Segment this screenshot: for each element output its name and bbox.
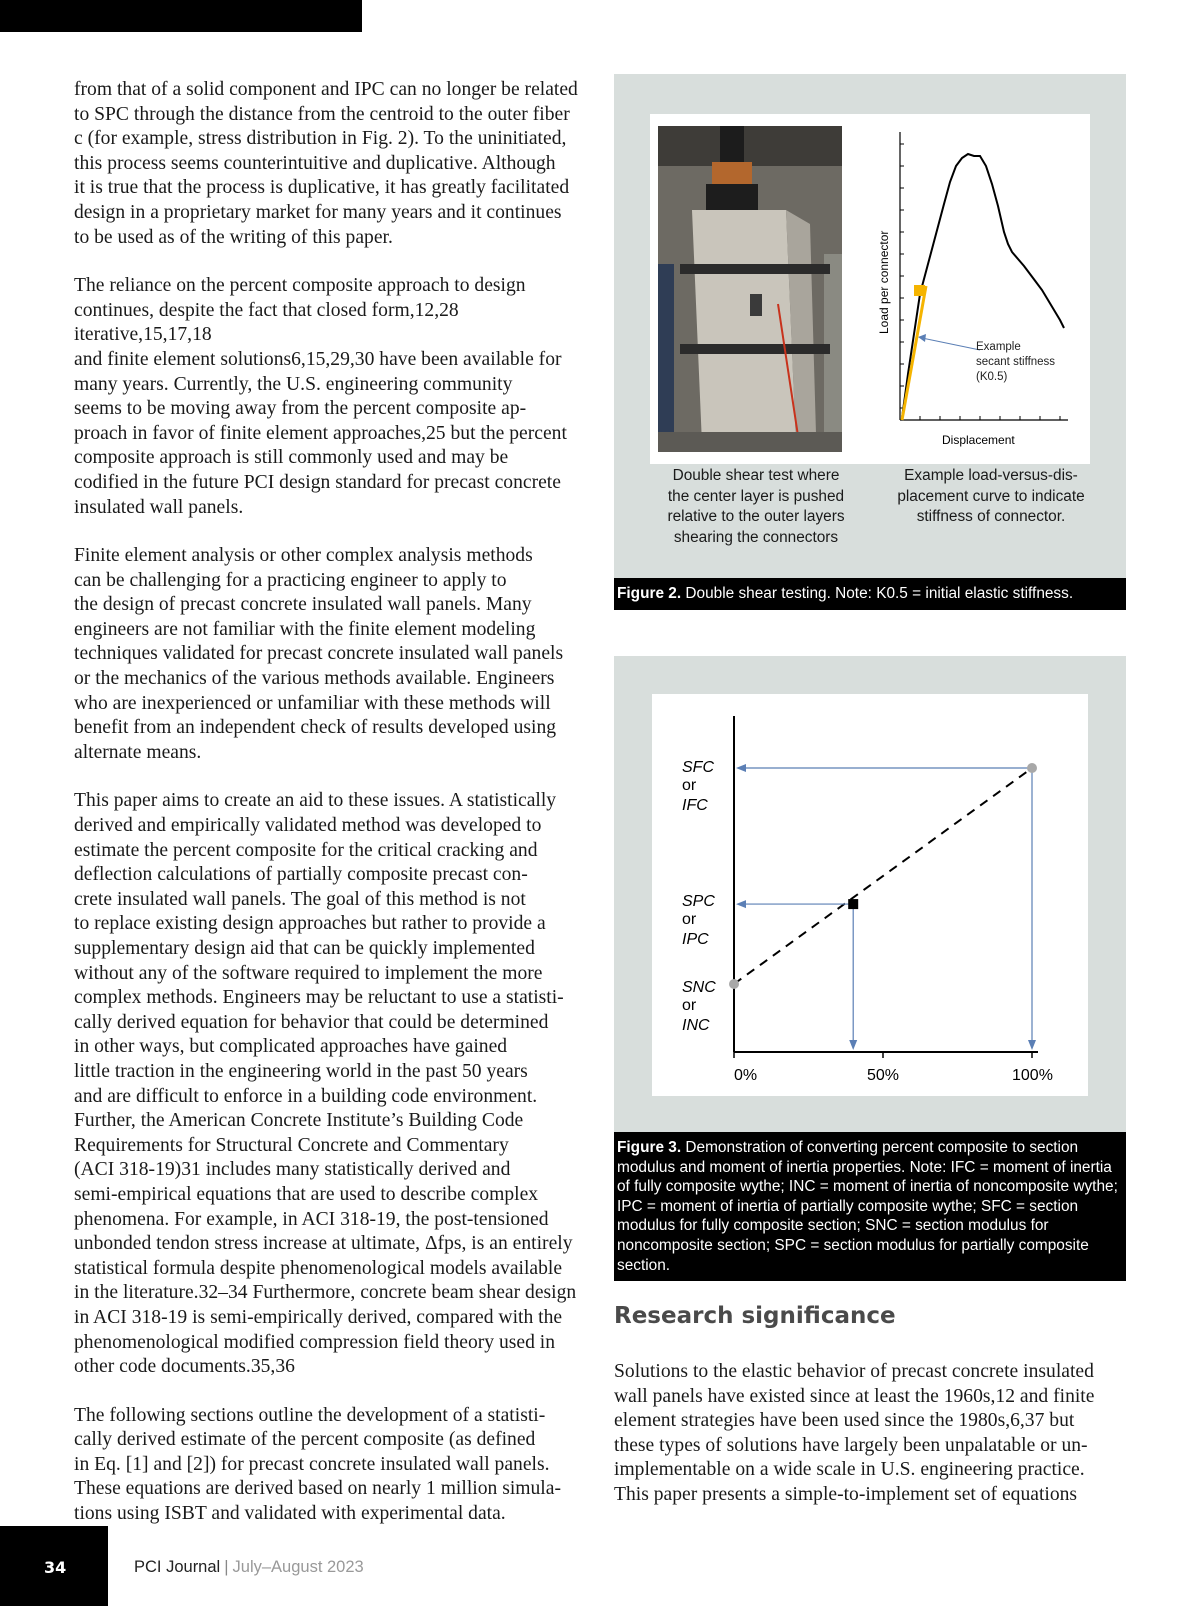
paragraph-5: The following sections outline the development of a statisti- cally derived estimate of the percent composite (as defined in Eq. [1] and [2]) for precast concrete insulated wall panels. These equations are derived based on nearly 1 million simula- tions using ISBT and validated with experimental data.	[74, 1404, 561, 1525]
label-pc-line-2: or	[682, 911, 697, 928]
label-pc-line-1: SPC	[682, 893, 715, 910]
secant-marker	[914, 285, 925, 296]
label-nc	[682, 979, 716, 1034]
annotation-line-2: secant stiffness	[976, 356, 1056, 368]
figure-2-caption-text: Double shear testing. Note: K0.5 = initial elastic stiffness.	[681, 585, 1074, 602]
paragraph-1: from that of a solid component and IPC can no longer be related to SPC through the distance from the centroid to the outer fiber c (for example, stress distribution in Fig. 2). To the uninitiated, this process seems counterintuitive and duplicative. Although it is true that the process is duplicative, it has greatly facilitated design in a proprietary market for many years and it continues to be used as of the writing of this paper.	[74, 79, 578, 248]
data-point-2	[1027, 763, 1037, 773]
figure-3-caption-text: Demonstration of converting percent composite to section modulus and moment of inertia properties. Note: IFC = moment of inertia of fully composite wythe; INC = moment of inertia of noncomposite wythe; IPC = moment of inertia of partially composite wythe; SFC = section modulus for fully composite section; SNC = section modulus for noncomposite section; SPC = section modulus for partially composite section.	[617, 1139, 1118, 1274]
label-nc-line-1: SNC	[682, 979, 716, 996]
label-fc-line-2: or	[682, 777, 697, 794]
section-heading: Research significance	[614, 1303, 896, 1329]
annotation-line-3: (K0.5)	[976, 371, 1008, 383]
figure-2-panel	[650, 114, 1090, 464]
figure-2-subcaption-left: Double shear test where the center layer is pushed relative to the outer layers shearing the connectors	[667, 467, 845, 546]
annotation-line-1: Example	[976, 341, 1021, 353]
figure-2	[614, 74, 1126, 586]
annotation-arrowhead	[918, 334, 926, 342]
figure-2-subcaption-right: Example load-versus-dis- placement curve to indicate stiffness of connector.	[897, 467, 1085, 525]
section-paragraph: Solutions to the elastic behavior of precast concrete insulated wall panels have existed since at least the 1960s,12 and finite element strategies have been used since the 1980s,6,37 but these types of solutions have largely been unpalatable or un- implementable on a wide scale in U.S. engineering practice. This paper presents a simple-to-implement set of equations	[614, 1361, 1095, 1505]
figure-2-caption	[614, 578, 1126, 610]
x-tick-label-1: 50%	[867, 1067, 900, 1084]
figure-3-caption	[614, 1132, 1126, 1281]
data-point-0	[729, 979, 739, 989]
footer-journal	[134, 1558, 364, 1577]
vertical-arrowhead-1	[849, 1040, 857, 1050]
figure-3	[614, 656, 1126, 1132]
figure-3-caption-label: Figure 3.	[617, 1139, 682, 1156]
figure-2-caption-label: Figure 2.	[617, 585, 682, 602]
secant-stiffness-line	[902, 286, 926, 420]
annotation-arrow	[922, 338, 980, 350]
label-pc	[682, 893, 715, 948]
label-fc	[682, 759, 714, 814]
horizontal-arrowhead-1	[736, 900, 746, 908]
label-nc-line-2: or	[682, 997, 697, 1014]
figure-2-graphics	[650, 114, 1090, 464]
figure-3-panel	[652, 694, 1088, 1096]
label-nc-line-3: INC	[682, 1017, 710, 1034]
paragraph-3: Finite element analysis or other complex analysis methods can be challenging for a practicing engineer to apply to the design of precast concrete insulated wall panels. Many engineers are not familiar with the finite element modeling techniques validated for precast concrete insulated wall panels or the mechanics of the various methods available. Engineers who are inexperienced or unfamiliar with these methods will benefit from an independent check of results developed using alternate means.	[74, 545, 564, 763]
left-column	[74, 78, 586, 1551]
label-fc-line-1: SFC	[682, 759, 714, 776]
issue-date: July–August 2023	[232, 1558, 364, 1576]
x-tick-label-2: 100%	[1012, 1067, 1053, 1084]
figure-3-chart	[652, 694, 1088, 1096]
chart-x-label: Displacement	[942, 433, 1015, 447]
journal-name: PCI Journal	[134, 1558, 221, 1576]
test-photo	[658, 126, 842, 452]
paragraph-4: This paper aims to create an aid to these issues. A statistically derived and empirically validated method was developed to estimate the percent composite for the critical cracking and deflection calculations of partially composite precast con- crete insulated wall panels. The goal of this method is not to replace existing design approaches but rather to provide a supplementary design aid that can be quickly implemented without any of the software required to implement the more complex methods. Engineers may be reluctant to use a statisti- cally derived equation for behavior that could be determined in other ways, but complicated approaches have gained little traction in the engineering world in the past 50 years and are difficult to enforce in a building code environment. Further, the American Concrete Institute’s Building Code Requirements for Structural Concrete and Commentary (ACI 318-19)31 includes many statistically derived and semi-empirical equations that are used to describe complex phenomena. For example, in ACI 318-19, the post-tensioned unbonded tendon stress increase at ultimate, Δfps, is an entirely statistical formula despite phenomenological models available in the literature.32–34 Furthermore, concrete beam shear design in ACI 318-19 is semi-empirically derived, compared with the phenomenological modified compression field theory used in other code documents.35,36	[74, 790, 577, 1378]
chart-y-label: Load per connector	[877, 230, 891, 334]
x-tick-label-0: 0%	[734, 1067, 758, 1084]
paragraph-2: The reliance on the percent composite approach to design continues, despite the fact that closed form,12,28 iterative,15,17,18 and finite element solutions6,15,29,30 have been available for many years. Currently, the U.S. engineering community seems to be moving away from the percent composite ap- proach in favor of finite element approaches,25 but the percent composite approach is still commonly used and may be codified in the future PCI design standard for precast concrete insulated wall panels.	[74, 275, 567, 518]
vertical-arrowhead-2	[1028, 1040, 1036, 1050]
label-pc-line-3: IPC	[682, 931, 709, 948]
label-fc-line-3: IFC	[682, 797, 708, 814]
horizontal-arrowhead-2	[736, 764, 746, 772]
load-displacement-chart	[877, 132, 1068, 447]
data-point-1	[848, 899, 858, 909]
page-number: 34	[44, 1558, 67, 1577]
footer-separator: |	[224, 1558, 229, 1576]
top-black-bar	[0, 0, 362, 32]
dashed-relation-line	[734, 768, 1032, 984]
